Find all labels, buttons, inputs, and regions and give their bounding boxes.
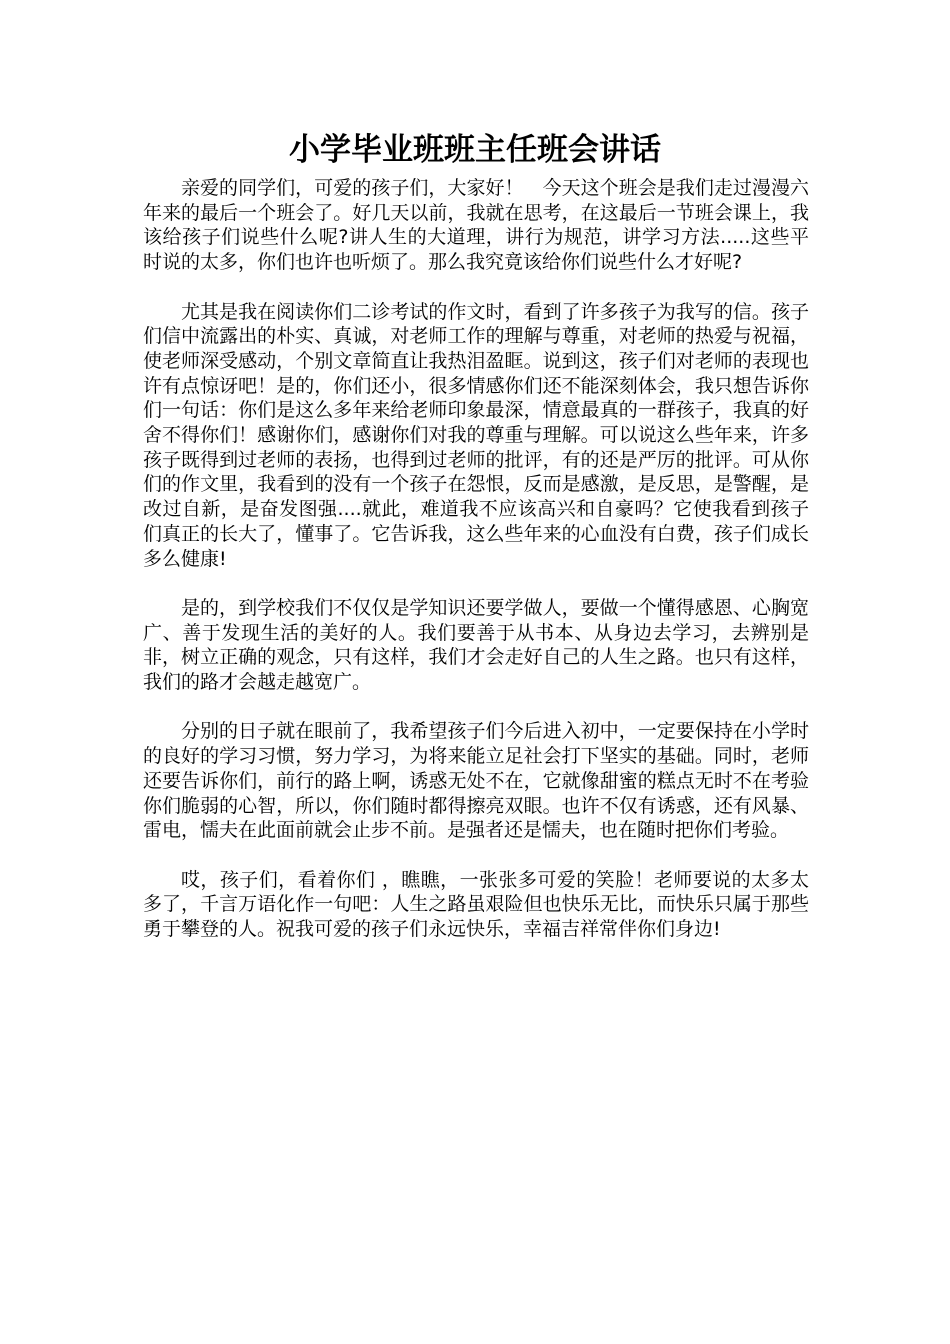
document-body — [143, 176, 809, 966]
paragraph-4: 分别的日子就在眼前了，我希望孩子们今后进入初中，一定要保持在小学时的良好的学习习惯，努力学习，为将来能立足社会打下坚实的基础。同时，老师还要告诉你们，前行的路上啊，诱惑无处不在，它就像甜蜜的糕点无时不在考验你们脆弱的心智，所以，你们随时都得擦亮双眼。也许不仅有诱惑，还有风暴、雷电，懦夫在此面前就会止步不前。是强者还是懦夫，也在随时把你们考验。 — [143, 720, 809, 842]
paragraph-1: 亲爱的同学们，可爱的孩子们，大家好！ 今天这个班会是我们走过漫漫六年来的最后一个班会了。好几天以前，我就在思考，在这最后一节班会课上，我该给孩子们说些什么呢?讲人生的大道理，讲行为规范，讲学习方法.....这些平时说的太多，你们也许也听烦了。那么我究竟该给你们说些什么才好呢? — [143, 177, 809, 274]
paragraph-2: 尤其是我在阅读你们二诊考试的作文时，看到了许多孩子为我写的信。孩子们信中流露出的朴实、真诚，对老师工作的理解与尊重，对老师的热爱与祝福，使老师深受感动，个别文章简直让我热泪盈眶。说到这，孩子们对老师的表现也许有点惊讶吧！是的，你们还小，很多情感你们还不能深刻体会，我只想告诉你们一句话：你们是这么多年来给老师印象最深，情意最真的一群孩子，我真的好舍不得你们！感谢你们，感谢你们对我的尊重与理解。可以说这么些年来，许多孩子既得到过老师的表扬，也得到过老师的批评，有的还是严厉的批评。可从你们的作文里，我看到的没有一个孩子在怨恨，反而是感激，是反思，是警醒，是改过自新，是奋发图强....就此，难道我不应该高兴和自豪吗？它使我看到孩子们真正的长大了，懂事了。它告诉我，这么些年来的心血没有白费，孩子们成长多么健康! — [143, 300, 809, 570]
paragraph-5: 哎，孩子们，看着你们 ，瞧瞧，一张张多可爱的笑脸！老师要说的太多太多了，千言万语化作一句吧：人生之路虽艰险但也快乐无比，而快乐只属于那些勇于攀登的人。祝我可爱的孩子们永远快乐，幸福吉祥常伴你们身边! — [143, 868, 809, 941]
paragraph-3: 是的，到学校我们不仅仅是学知识还要学做人，要做一个懂得感恩、心胸宽广、善于发现生活的美好的人。我们要善于从书本、从身边去学习，去辨别是非，树立正确的观念，只有这样，我们才会走好自己的人生之路。也只有这样，我们的路才会越走越宽广。 — [143, 596, 809, 694]
page-title: 小学毕业班班主任班会讲话 — [289, 132, 661, 168]
